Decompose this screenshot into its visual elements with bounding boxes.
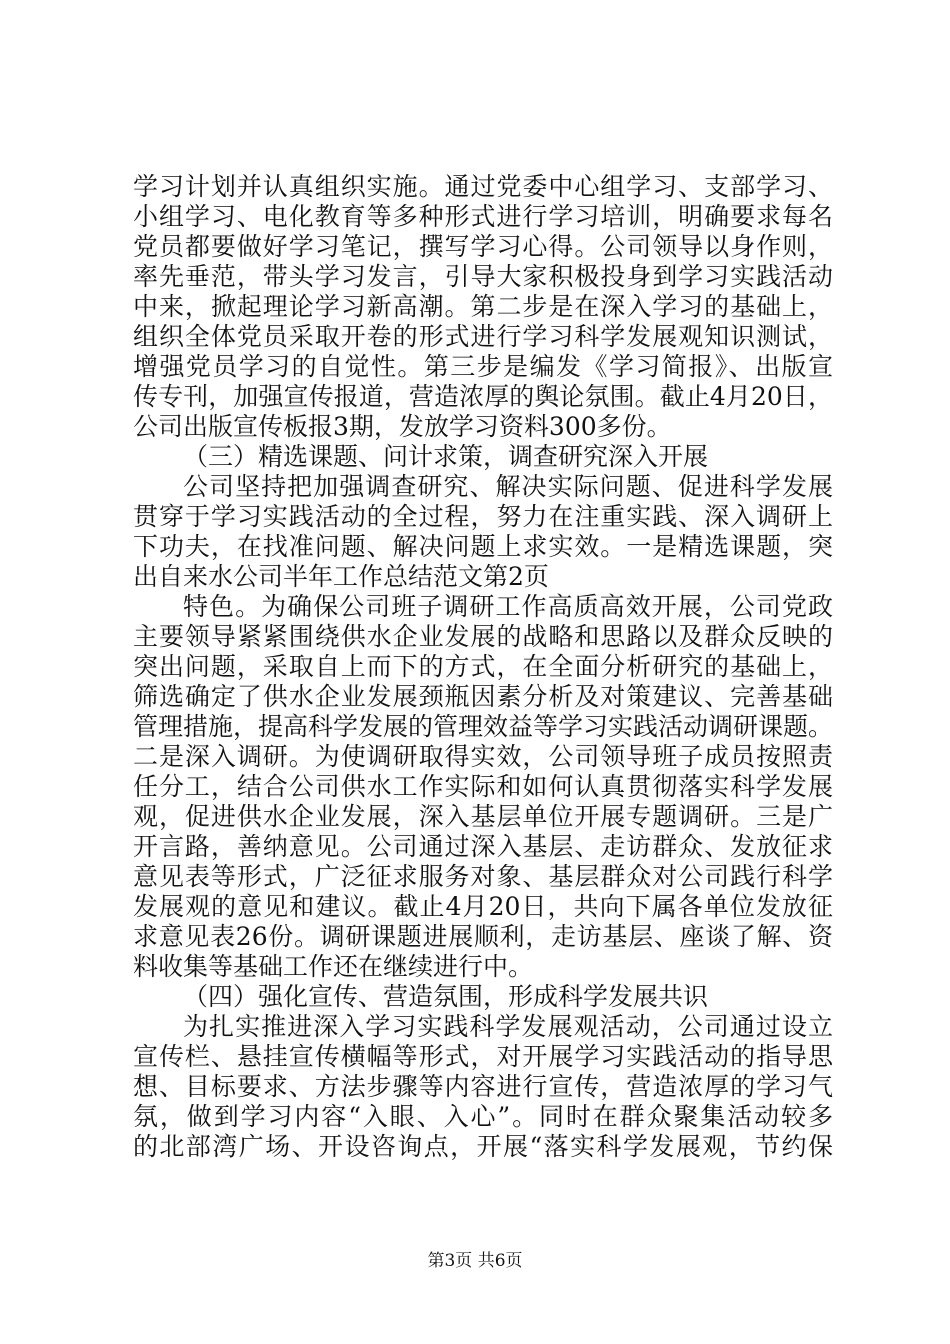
text-line: 突出问题，采取自上而下的方式，在全面分析研究的基础上，	[133, 652, 833, 681]
text-line: 特色。为确保公司班子调研工作高质高效开展，公司党政	[183, 592, 833, 621]
text-line: 党员都要做好学习笔记，撰写学习心得。公司领导以身作则，	[133, 232, 833, 261]
text-line: 筛选确定了供水企业发展颈瓶因素分析及对策建议、完善基础	[133, 682, 833, 711]
text-line: 发展观的意见和建议。截止4月20日，共向下属各单位发放征	[133, 892, 833, 921]
text-line: 想、目标要求、方法步骤等内容进行宣传，营造浓厚的学习气	[133, 1072, 833, 1101]
text-line: 任分工，结合公司供水工作实际和如何认真贯彻落实科学发展	[133, 772, 833, 801]
text-line: 小组学习、电化教育等多种形式进行学习培训，明确要求每名	[133, 202, 833, 231]
text-line: 二是深入调研。为使调研取得实效，公司领导班子成员按照责	[133, 742, 833, 771]
text-line: 中来，掀起理论学习新高潮。第二步是在深入学习的基础上，	[133, 292, 833, 321]
text-line: 观，促进供水企业发展，深入基层单位开展专题调研。三是广	[133, 802, 833, 831]
text-line: 料收集等基础工作还在继续进行中。	[133, 952, 534, 981]
text-line: 开言路，善纳意见。公司通过深入基层、走访群众、发放征求	[133, 832, 833, 861]
text-line: 学习计划并认真组织实施。通过党委中心组学习、支部学习、	[133, 172, 833, 201]
text-line: 增强党员学习的自觉性。第三步是编发《学习简报》、出版宣	[133, 352, 833, 381]
text-line: 意见表等形式，广泛征求服务对象、基层群众对公司践行科学	[133, 862, 833, 891]
text-line: 传专刊，加强宣传报道，营造浓厚的舆论氛围。截止4月20日，	[133, 382, 833, 411]
text-line: 率先垂范，带头学习发言，引导大家积极投身到学习实践活动	[133, 262, 833, 291]
text-line: 求意见表26份。调研课题进展顺利，走访基层、座谈了解、资	[133, 922, 833, 951]
text-line: 公司出版宣传板报3期，发放学习资料300多份。	[133, 412, 672, 441]
page-number-footer: 第3页 共6页	[427, 1251, 523, 1271]
text-line: 公司坚持把加强调查研究、解决实际问题、促进科学发展	[183, 472, 833, 501]
text-line: 出自来水公司半年工作总结范文第2页	[133, 562, 549, 591]
text-line: 组织全体党员采取开卷的形式进行学习科学发展观知识测试，	[133, 322, 833, 351]
text-line: 下功夫，在找准问题、解决问题上求实效。一是精选课题，突	[133, 532, 833, 561]
section-heading: （四）强化宣传、营造氛围，形成科学发展共识	[183, 982, 709, 1011]
section-heading: （三）精选课题、问计求策，调查研究深入开展	[183, 442, 709, 471]
text-line: 为扎实推进深入学习实践科学发展观活动，公司通过设立	[183, 1012, 833, 1041]
text-line: 贯穿于学习实践活动的全过程，努力在注重实践、深入调研上	[133, 502, 833, 531]
text-line: 氛，做到学习内容“入眼、入心”。同时在群众聚集活动较多	[133, 1102, 833, 1131]
text-line: 宣传栏、悬挂宣传横幅等形式，对开展学习实践活动的指导思	[133, 1042, 833, 1071]
text-line: 管理措施，提高科学发展的管理效益等学习实践活动调研课题。	[133, 712, 834, 741]
document-body	[133, 172, 833, 1162]
text-line: 的北部湾广场、开设咨询点，开展“落实科学发展观，节约保	[133, 1132, 833, 1161]
text-line: 主要领导紧紧围绕供水企业发展的战略和思路以及群众反映的	[133, 622, 833, 651]
